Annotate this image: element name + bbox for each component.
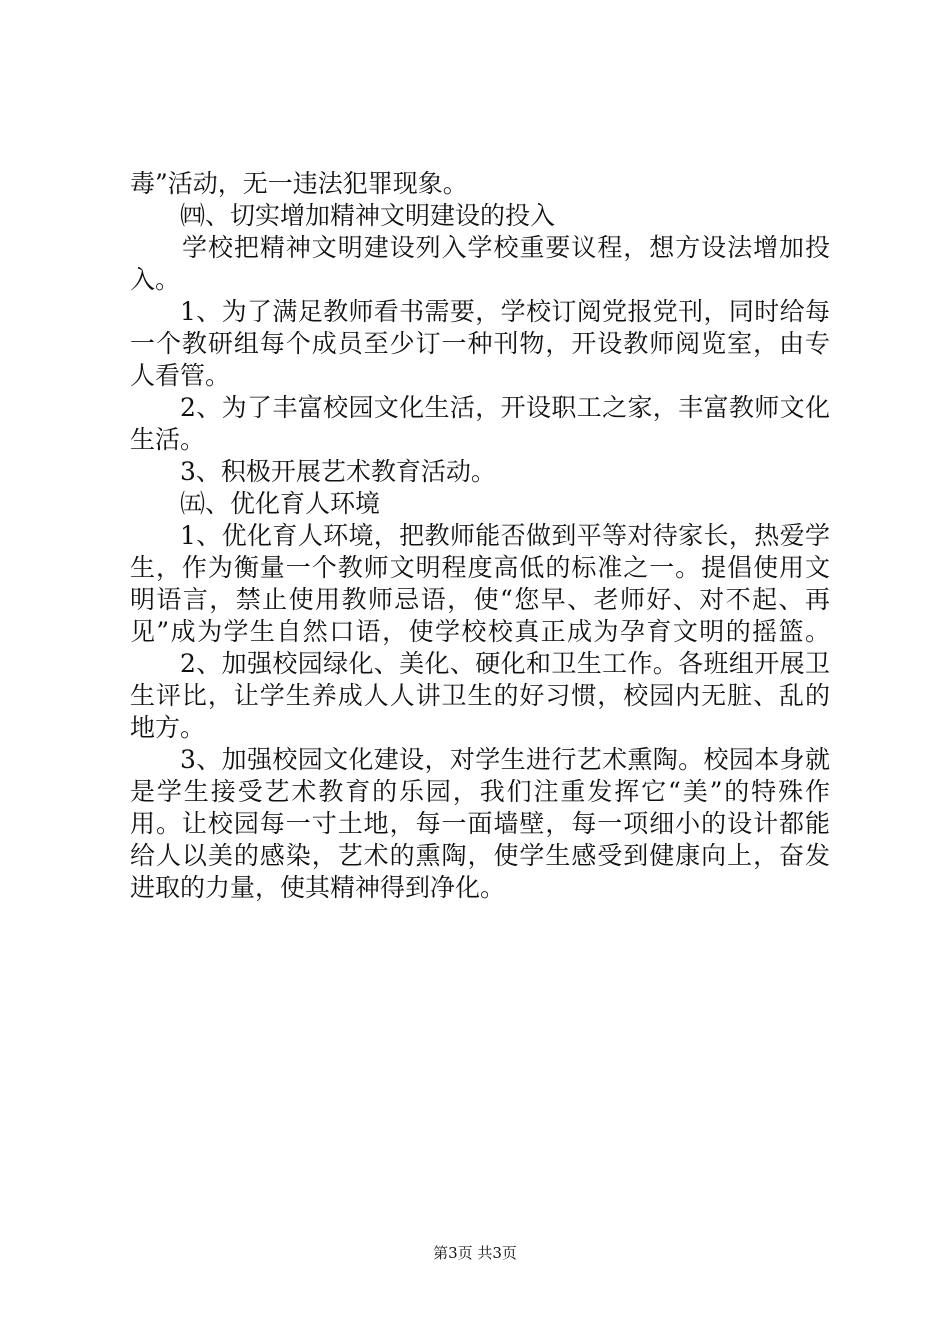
text-line: 2、加强校园绿化、美化、硬化和卫生工作。各班组开展卫 xyxy=(180,649,830,678)
text-line: 给人以美的感染，艺术的熏陶，使学生感受到健康向上，奋发 xyxy=(130,841,830,870)
text-line: ㈤、优化育人环境 xyxy=(180,489,381,518)
text-line: 3、加强校园文化建设，对学生进行艺术熏陶。校园本身就 xyxy=(180,745,830,774)
text-line: 人看管。 xyxy=(130,361,231,390)
page-footer: 第3页 共3页 xyxy=(433,1244,517,1262)
text-line: 3、积极开展艺术教育活动。 xyxy=(180,457,496,486)
text-line: 用。让校园每一寸土地，每一面墙壁，每一项细小的设计都能 xyxy=(130,809,830,838)
text-line: 一个教研组每个成员至少订一种刊物，开设教师阅览室，由专 xyxy=(130,329,830,358)
text-line: 进取的力量，使其精神得到净化。 xyxy=(130,873,506,902)
text-line: 毒”活动，无一违法犯罪现象。 xyxy=(130,169,468,198)
text-line: 地方。 xyxy=(130,713,206,742)
text-line: 2、为了丰富校园文化生活，开设职工之家，丰富教师文化 xyxy=(180,393,830,422)
text-line: 入。 xyxy=(130,265,181,294)
text-line: 1、优化育人环境，把教师能否做到平等对待家长，热爱学 xyxy=(180,521,830,550)
text-line: 1、为了满足教师看书需要，学校订阅党报党刊，同时给每 xyxy=(180,297,830,326)
text-line: ㈣、切实增加精神文明建设的投入 xyxy=(180,201,556,230)
text-line: 明语言，禁止使用教师忌语，使“您早、老师好、对不起、再 xyxy=(130,585,830,614)
text-line: 是学生接受艺术教育的乐园，我们注重发挥它“美”的特殊作 xyxy=(130,777,830,806)
document-body xyxy=(130,168,830,904)
text-line: 学校把精神文明建设列入学校重要议程，想方设法增加投 xyxy=(182,233,830,262)
text-line: 生活。 xyxy=(130,425,206,454)
text-line: 见”成为学生自然口语，使学校校真正成为孕育文明的摇篮。 xyxy=(130,617,830,646)
text-line: 生，作为衡量一个教师文明程度高低的标准之一。提倡使用文 xyxy=(130,553,830,582)
text-line: 生评比，让学生养成人人讲卫生的好习惯，校园内无脏、乱的 xyxy=(130,681,830,710)
